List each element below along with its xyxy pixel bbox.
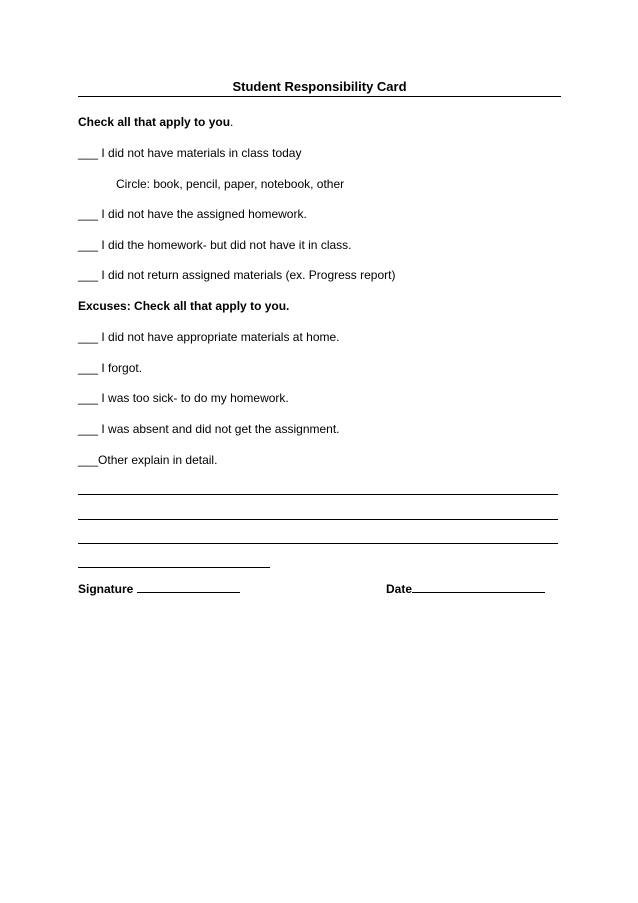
explanation-line[interactable] bbox=[78, 494, 558, 495]
checklist-item: ___ I did the homework- but did not have it in class. bbox=[78, 238, 352, 252]
title-underline bbox=[78, 96, 561, 97]
excuse-item-other: ___Other explain in detail. bbox=[78, 453, 218, 467]
section1-heading-text: Check all that apply to you bbox=[78, 115, 231, 129]
signature-blank[interactable] bbox=[137, 580, 240, 593]
date-blank[interactable] bbox=[412, 580, 545, 593]
section2-heading: Excuses: Check all that apply to you. bbox=[78, 299, 290, 313]
explanation-line[interactable] bbox=[78, 519, 558, 520]
excuse-item: ___ I was too sick- to do my homework. bbox=[78, 391, 289, 405]
signature-label: Signature bbox=[78, 582, 137, 596]
date-label: Date bbox=[386, 582, 413, 596]
excuse-item: ___ I forgot. bbox=[78, 361, 143, 375]
section1-heading bbox=[78, 115, 233, 130]
date-field bbox=[386, 580, 545, 596]
document-title: Student Responsibility Card bbox=[232, 79, 407, 94]
explanation-line[interactable] bbox=[78, 543, 558, 544]
checklist-item: ___ I did not return assigned materials (ex. Progress report) bbox=[78, 268, 396, 282]
circle-options-line: Circle: book, pencil, paper, notebook, other bbox=[116, 177, 345, 191]
section1-heading-period: . bbox=[230, 115, 234, 129]
checklist-item: ___ I did not have the assigned homework. bbox=[78, 207, 307, 221]
explanation-line[interactable] bbox=[78, 567, 270, 568]
excuse-item: ___ I was absent and did not get the assignment. bbox=[78, 422, 340, 436]
excuse-item: ___ I did not have appropriate materials at home. bbox=[78, 330, 340, 344]
checklist-item: ___ I did not have materials in class today bbox=[78, 146, 302, 160]
signature-field bbox=[78, 580, 240, 596]
